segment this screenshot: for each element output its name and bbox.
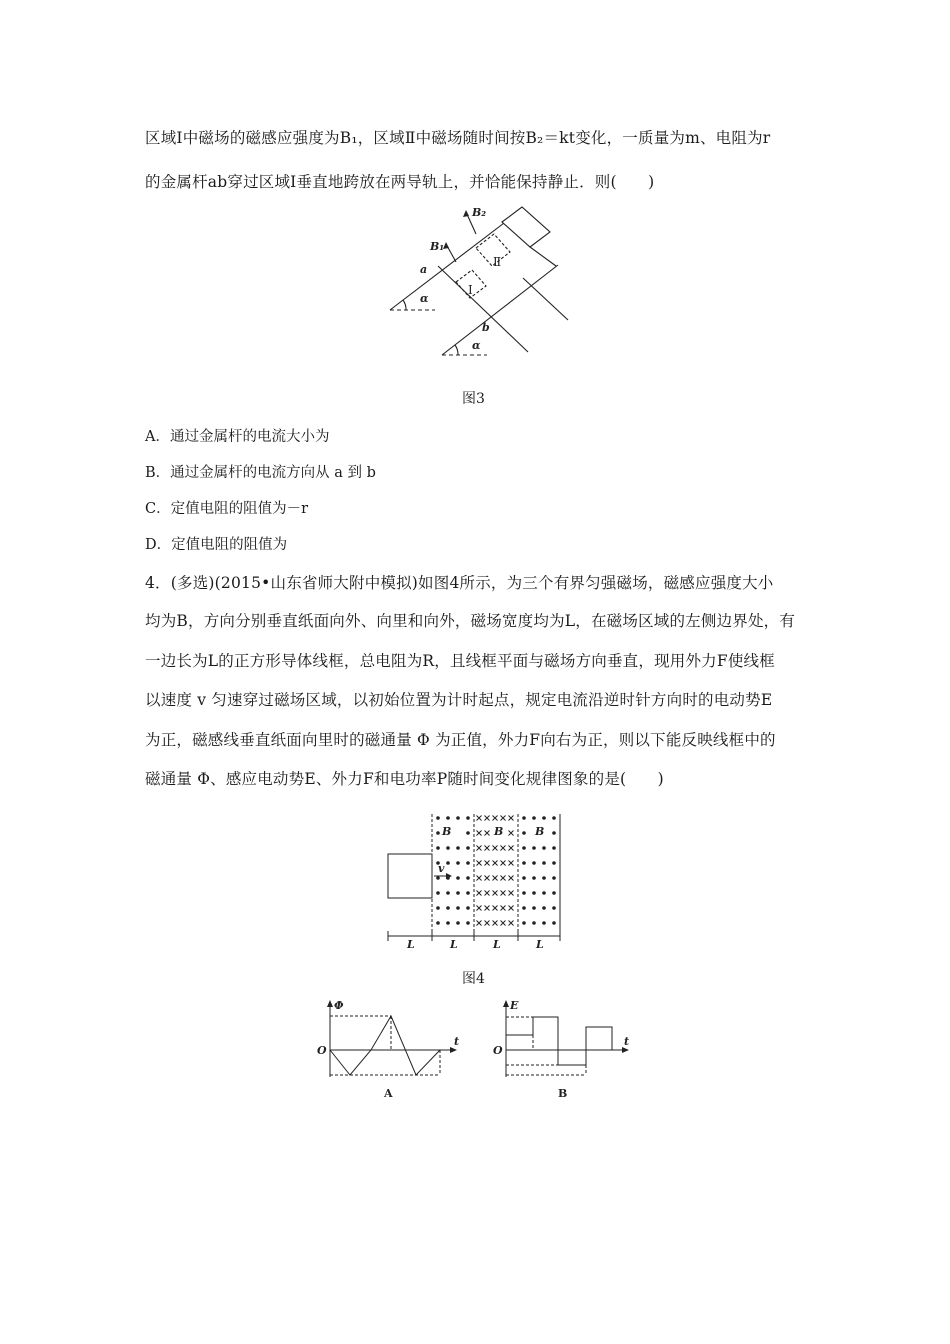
field-in-cross xyxy=(485,876,490,881)
field-in-cross xyxy=(509,816,514,821)
field-out-dot xyxy=(552,831,556,835)
graph-a-origin: O xyxy=(317,1044,327,1057)
field-out-dot xyxy=(552,906,556,910)
field-out-dot xyxy=(532,876,536,880)
label-L-1: L xyxy=(407,938,415,951)
field-in-cross xyxy=(509,831,514,836)
field-in-cross xyxy=(477,816,482,821)
field-out-dot xyxy=(466,921,470,925)
label-b1: B₁ xyxy=(430,240,445,253)
figure-3-incline-rails xyxy=(380,200,580,369)
field-in-cross xyxy=(501,876,506,881)
field-in-cross xyxy=(477,876,482,881)
field-in-cross xyxy=(485,846,490,851)
figure-4-magnetic-regions xyxy=(382,810,572,959)
field-in-cross xyxy=(509,876,514,881)
field-out-dot xyxy=(552,846,556,850)
field-out-dot xyxy=(456,846,460,850)
field-in-cross xyxy=(493,906,498,911)
field-out-dot xyxy=(522,846,526,850)
field-out-dot xyxy=(466,831,470,835)
field-in-cross xyxy=(477,861,482,866)
field-out-dot xyxy=(466,861,470,865)
q3-text-line-1: 区域Ⅰ中磁场的磁感应强度为B₁，区域Ⅱ中磁场随时间按B₂＝kt变化，一质量为m、电阻为r xyxy=(145,129,771,147)
field-in-cross xyxy=(485,891,490,896)
q4-text-line-2: 均为B，方向分别垂直纸面向外、向里和向外，磁场宽度均为L，在磁场区域的左侧边界处，有 xyxy=(145,612,796,630)
graph-a xyxy=(314,997,464,1107)
field-in-cross xyxy=(509,861,514,866)
field-in-cross xyxy=(477,846,482,851)
field-out-dot xyxy=(436,816,440,820)
graph-a-caption: A xyxy=(384,1087,393,1100)
field-out-dot xyxy=(456,816,460,820)
graph-a-y-label: Φ xyxy=(334,999,344,1012)
option-d: D．定值电阻的阻值为 xyxy=(145,537,288,553)
field-in-cross xyxy=(485,831,490,836)
field-out-dot xyxy=(532,861,536,865)
label-region-1: Ⅰ xyxy=(468,283,473,297)
field-in-cross xyxy=(509,891,514,896)
field-out-dot xyxy=(456,891,460,895)
label-b-region-2: B xyxy=(494,825,504,838)
label-v: v xyxy=(438,862,445,875)
label-L-3: L xyxy=(493,938,501,951)
field-out-dot xyxy=(532,921,536,925)
field-out-dot xyxy=(552,891,556,895)
field-out-dot xyxy=(522,921,526,925)
label-region-2: Ⅱ xyxy=(493,255,502,269)
field-out-dot xyxy=(446,876,450,880)
field-out-dot xyxy=(532,906,536,910)
field-out-dot xyxy=(522,891,526,895)
field-out-dot xyxy=(466,891,470,895)
field-in-cross xyxy=(501,861,506,866)
field-out-dot xyxy=(542,861,546,865)
label-a: a xyxy=(420,263,428,276)
field-in-cross xyxy=(493,876,498,881)
field-out-dot xyxy=(436,876,440,880)
label-b2: B₂ xyxy=(472,206,487,219)
graph-b-caption: B xyxy=(558,1087,568,1100)
field-in-cross xyxy=(477,891,482,896)
label-L-2: L xyxy=(450,938,458,951)
field-in-cross xyxy=(485,816,490,821)
field-out-dot xyxy=(542,891,546,895)
label-b: b xyxy=(482,321,490,334)
figure-4-caption: 图4 xyxy=(462,971,485,987)
field-in-cross xyxy=(501,921,506,926)
field-out-dot xyxy=(436,846,440,850)
label-L-4: L xyxy=(536,938,544,951)
option-b: B．通过金属杆的电流方向从 a 到 b xyxy=(145,465,376,481)
field-out-dot xyxy=(522,876,526,880)
field-in-cross xyxy=(493,921,498,926)
field-out-dot xyxy=(446,861,450,865)
label-alpha-1: α xyxy=(420,292,429,305)
q4-text-line-6: 磁通量 Φ、感应电动势E、外力F和电功率P随时间变化规律图象的是( ) xyxy=(145,770,664,788)
field-out-dot xyxy=(532,816,536,820)
field-out-dot xyxy=(522,816,526,820)
field-out-dot xyxy=(466,846,470,850)
field-out-dot xyxy=(542,906,546,910)
field-out-dot xyxy=(466,906,470,910)
field-out-dot xyxy=(522,861,526,865)
field-in-cross xyxy=(485,861,490,866)
field-out-dot xyxy=(436,906,440,910)
field-out-dot xyxy=(532,891,536,895)
graph-b xyxy=(490,997,640,1107)
field-out-dot xyxy=(542,876,546,880)
field-out-dot xyxy=(456,876,460,880)
field-out-dot xyxy=(436,831,440,835)
field-out-dot xyxy=(456,861,460,865)
field-in-cross xyxy=(501,846,506,851)
field-out-dot xyxy=(522,831,526,835)
field-out-dot xyxy=(436,891,440,895)
field-in-cross xyxy=(493,846,498,851)
field-in-cross xyxy=(477,906,482,911)
label-b-region-1: B xyxy=(442,825,452,838)
field-in-cross xyxy=(509,921,514,926)
field-out-dot xyxy=(542,921,546,925)
field-in-cross xyxy=(501,891,506,896)
field-in-cross xyxy=(493,861,498,866)
field-out-dot xyxy=(446,846,450,850)
field-in-cross xyxy=(493,891,498,896)
field-out-dot xyxy=(446,816,450,820)
field-in-cross xyxy=(501,816,506,821)
q4-text-line-5: 为正，磁感线垂直纸面向里时的磁通量 Φ 为正值，外力F向右为正，则以下能反映线框中的 xyxy=(145,731,776,749)
field-out-dot xyxy=(542,846,546,850)
field-in-cross xyxy=(493,816,498,821)
field-out-dot xyxy=(542,816,546,820)
field-out-dot xyxy=(532,846,536,850)
field-out-dot xyxy=(466,876,470,880)
field-in-cross xyxy=(501,906,506,911)
graph-b-y-label: E xyxy=(510,999,519,1012)
field-out-dot xyxy=(436,921,440,925)
field-out-dot xyxy=(522,906,526,910)
field-out-dot xyxy=(456,921,460,925)
graph-a-x-label: t xyxy=(454,1035,460,1048)
field-out-dot xyxy=(552,876,556,880)
field-in-cross xyxy=(485,921,490,926)
figure-3-caption: 图3 xyxy=(462,391,485,407)
field-in-cross xyxy=(509,846,514,851)
field-in-cross xyxy=(485,906,490,911)
field-out-dot xyxy=(446,891,450,895)
graph-b-x-label: t xyxy=(624,1035,630,1048)
field-out-dot xyxy=(552,861,556,865)
field-out-dot xyxy=(466,816,470,820)
field-out-dot xyxy=(552,816,556,820)
q4-text-line-3: 一边长为L的正方形导体线框，总电阻为R，且线框平面与磁场方向垂直，现用外力F使线框 xyxy=(145,652,775,670)
field-in-cross xyxy=(477,831,482,836)
field-out-dot xyxy=(456,906,460,910)
field-in-cross xyxy=(509,906,514,911)
graph-b-origin: O xyxy=(493,1044,503,1057)
field-out-dot xyxy=(446,921,450,925)
field-in-cross xyxy=(477,921,482,926)
option-a: A．通过金属杆的电流大小为 xyxy=(145,429,330,445)
label-b-region-3: B xyxy=(535,825,545,838)
label-alpha-2: α xyxy=(472,339,481,352)
q3-text-line-2: 的金属杆ab穿过区域Ⅰ垂直地跨放在两导轨上，并恰能保持静止．则( ) xyxy=(145,173,655,191)
option-c: C．定值电阻的阻值为－r xyxy=(145,501,309,517)
field-out-dot xyxy=(552,921,556,925)
q4-text-line-4: 以速度 v 匀速穿过磁场区域，以初始位置为计时起点，规定电流沿逆时针方向时的电动势E xyxy=(145,691,773,709)
q4-text-line-1: 4．(多选)(2015•山东省师大附中模拟)如图4所示，为三个有界匀强磁场，磁感应强度大小 xyxy=(145,574,774,592)
field-out-dot xyxy=(446,906,450,910)
